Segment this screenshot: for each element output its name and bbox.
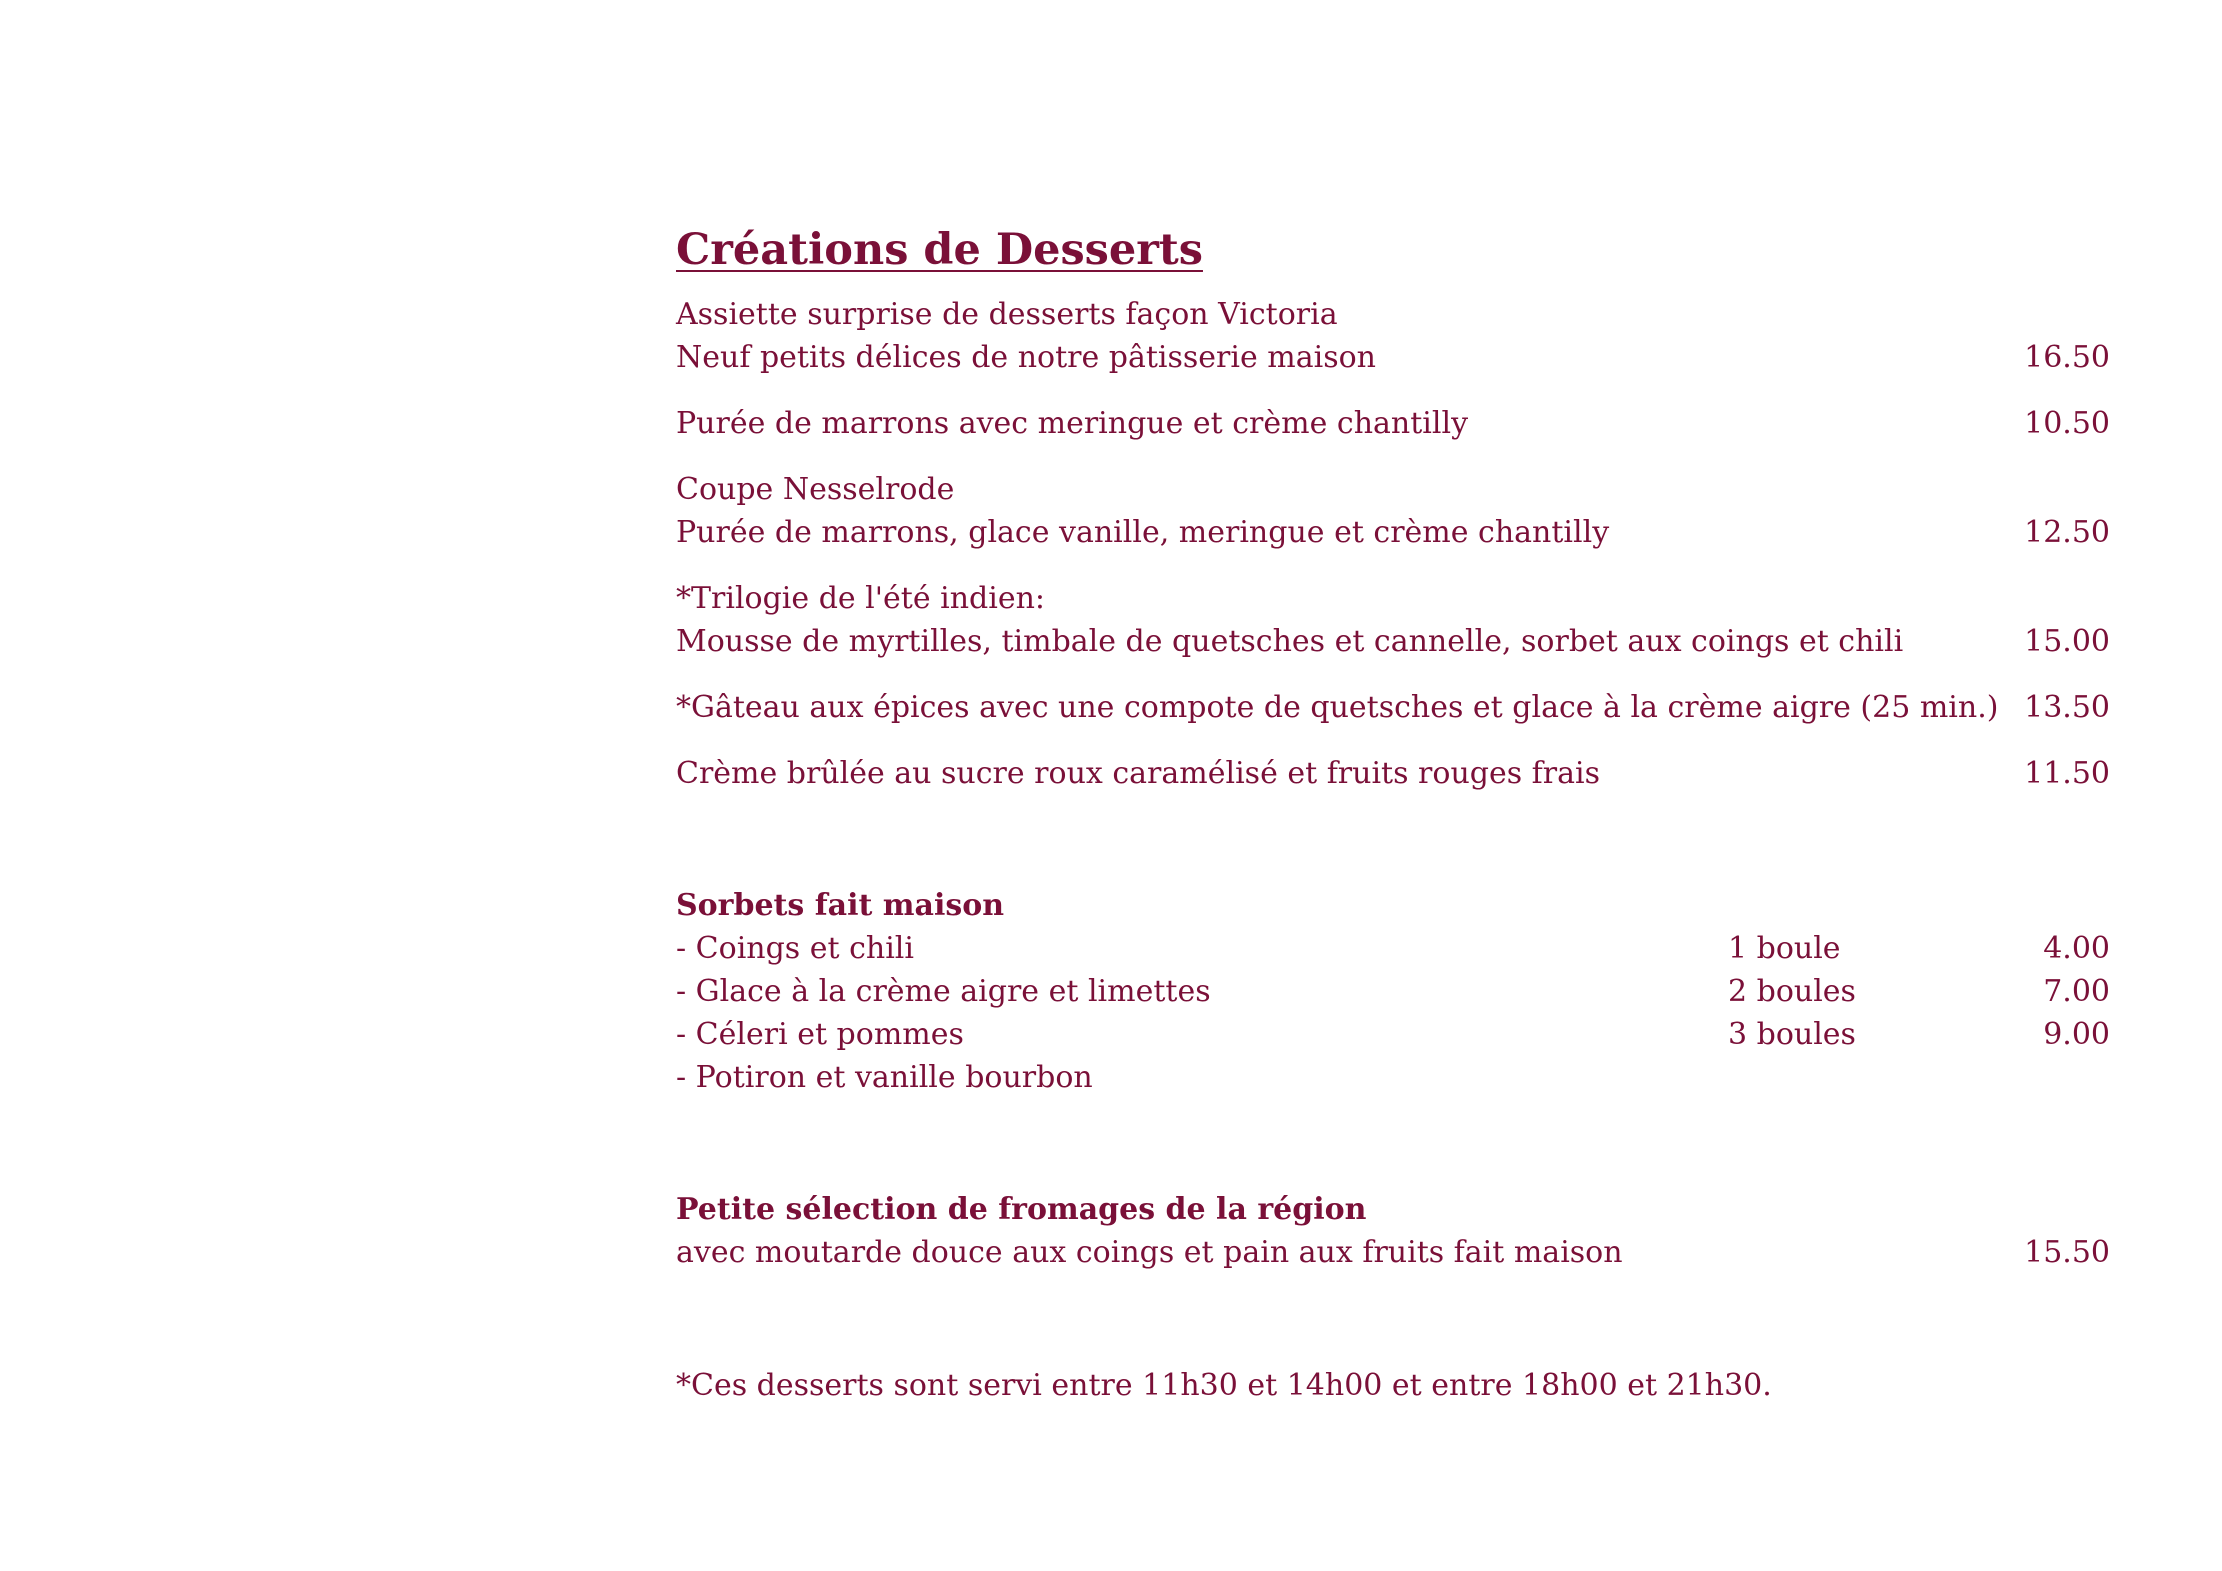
cheese-row [676,1231,2110,1274]
dessert-description-row [676,620,2110,663]
cheese-title: Petite sélection de fromages de la région [676,1192,1367,1227]
sorbets-section [676,884,2110,1099]
cheese-section [676,1188,2110,1274]
dessert-price: 15.00 [2024,624,2110,659]
cheese-price: 15.50 [2024,1235,2110,1270]
dessert-description-row [676,336,2110,379]
dessert-price: 13.50 [2024,690,2110,725]
cheese-description: avec moutarde douce aux coings et pain aux fruits fait maison [676,1235,1623,1270]
dessert-price: 12.50 [2024,515,2110,550]
sorbet-row [676,927,2110,970]
dessert-name: *Trilogie de l'été indien: [676,581,1046,616]
dessert-item [676,468,2110,554]
menu-content [676,222,2110,1407]
dessert-name-row [676,402,2110,445]
sorbet-quantity: 2 boules [1728,974,1856,1009]
dessert-name-row [676,752,2110,795]
dessert-item [676,686,2110,729]
sorbet-flavor: - Coings et chili [676,931,914,966]
sorbet-flavor: - Céleri et pommes [676,1017,964,1052]
page-title: Créations de Desserts [676,225,1203,275]
dessert-name-row [676,686,2110,729]
dessert-item [676,402,2110,445]
dessert-item [676,577,2110,663]
dessert-name-row [676,293,2110,336]
dessert-name: Crème brûlée au sucre roux caramélisé et fruits rouges frais [676,756,1600,791]
sorbet-flavor: - Glace à la crème aigre et limettes [676,974,1211,1009]
dessert-name: *Gâteau aux épices avec une compote de quetsches et glace à la crème aigre (25 min.) [676,690,1999,725]
dessert-description-row [676,511,2110,554]
footnote: *Ces desserts sont servi entre 11h30 et 14h00 et entre 18h00 et 21h30. [676,1368,1772,1403]
dessert-name: Purée de marrons avec meringue et crème chantilly [676,406,1469,441]
dessert-name-row [676,468,2110,511]
dessert-name-row [676,577,2110,620]
sorbet-row [676,970,2110,1013]
dessert-description: Purée de marrons, glace vanille, meringue et crème chantilly [676,515,1610,550]
dessert-name: Coupe Nesselrode [676,472,955,507]
dessert-description: Mousse de myrtilles, timbale de quetsches et cannelle, sorbet aux coings et chili [676,624,1904,659]
dessert-name: Assiette surprise de desserts façon Victoria [676,297,1338,332]
sorbets-title: Sorbets fait maison [676,888,1005,923]
dessert-item [676,752,2110,795]
sorbet-quantity: 1 boule [1728,931,1841,966]
dessert-description: Neuf petits délices de notre pâtisserie maison [676,340,1376,375]
sorbet-row [676,1056,2110,1099]
sorbet-row [676,1013,2110,1056]
sorbet-price: 7.00 [2043,974,2110,1009]
sorbet-quantity: 3 boules [1728,1017,1856,1052]
dessert-item [676,293,2110,379]
dessert-price: 16.50 [2024,340,2110,375]
sorbet-flavor: - Potiron et vanille bourbon [676,1060,1093,1095]
sorbet-price: 4.00 [2043,931,2110,966]
dessert-price: 11.50 [2024,756,2110,791]
dessert-price: 10.50 [2024,406,2110,441]
sorbet-price: 9.00 [2043,1017,2110,1052]
